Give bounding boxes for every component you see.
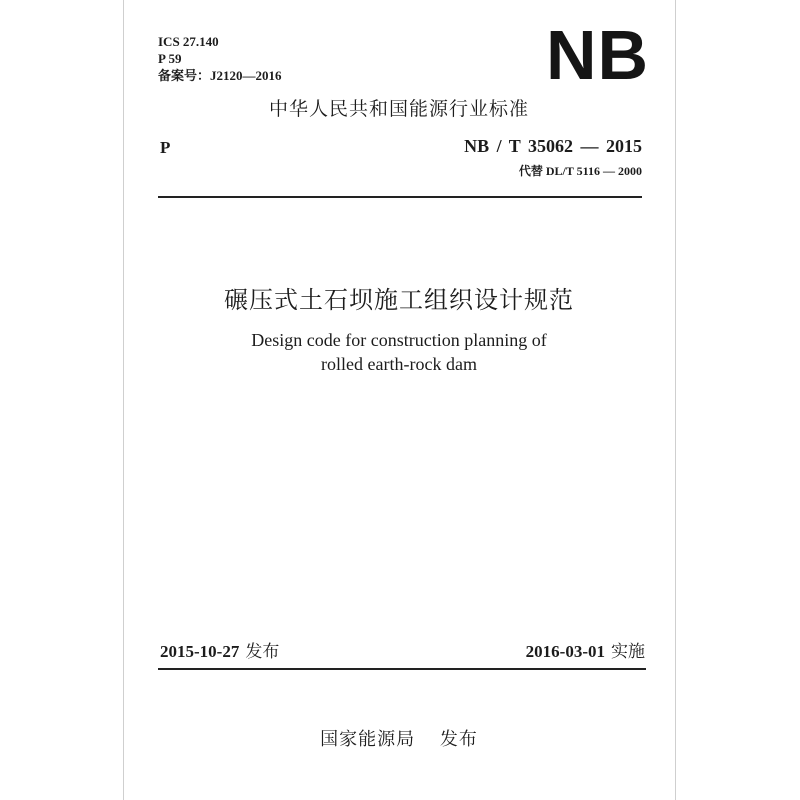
standard-category-title: 中华人民共和国能源行业标准: [268, 98, 529, 120]
implement-date-value: 2016-03-01: [525, 642, 605, 661]
publish-label: 发布: [245, 642, 280, 662]
publish-date: [160, 637, 279, 662]
filing-number: 备案号：J2120—2016: [158, 68, 282, 83]
title-en-line-2: rolled earth-rock dam: [321, 354, 477, 374]
title-en-line-1: Design code for construction planning of: [251, 330, 547, 350]
issuing-authority: 国家能源局 发布: [320, 729, 478, 750]
footer-divider: [158, 668, 646, 670]
implement-date: [526, 637, 645, 662]
ccs-code: P 59: [158, 51, 182, 66]
nb-logo: NB: [546, 16, 650, 94]
implement-label: 实施: [611, 642, 645, 662]
ics-code: ICS 27.140: [158, 34, 219, 49]
document-title-en: [160, 328, 638, 376]
document-title-cn: 碾压式土石坝施工组织设计规范: [224, 286, 574, 314]
replaces-standard: 代替 DL/T 5116 — 2000: [518, 164, 642, 178]
classification-letter: P: [160, 138, 171, 157]
standard-number: NB / T 35062 — 2015: [464, 136, 642, 156]
header-divider: [158, 196, 642, 198]
publish-date-value: 2015-10-27: [160, 642, 240, 661]
